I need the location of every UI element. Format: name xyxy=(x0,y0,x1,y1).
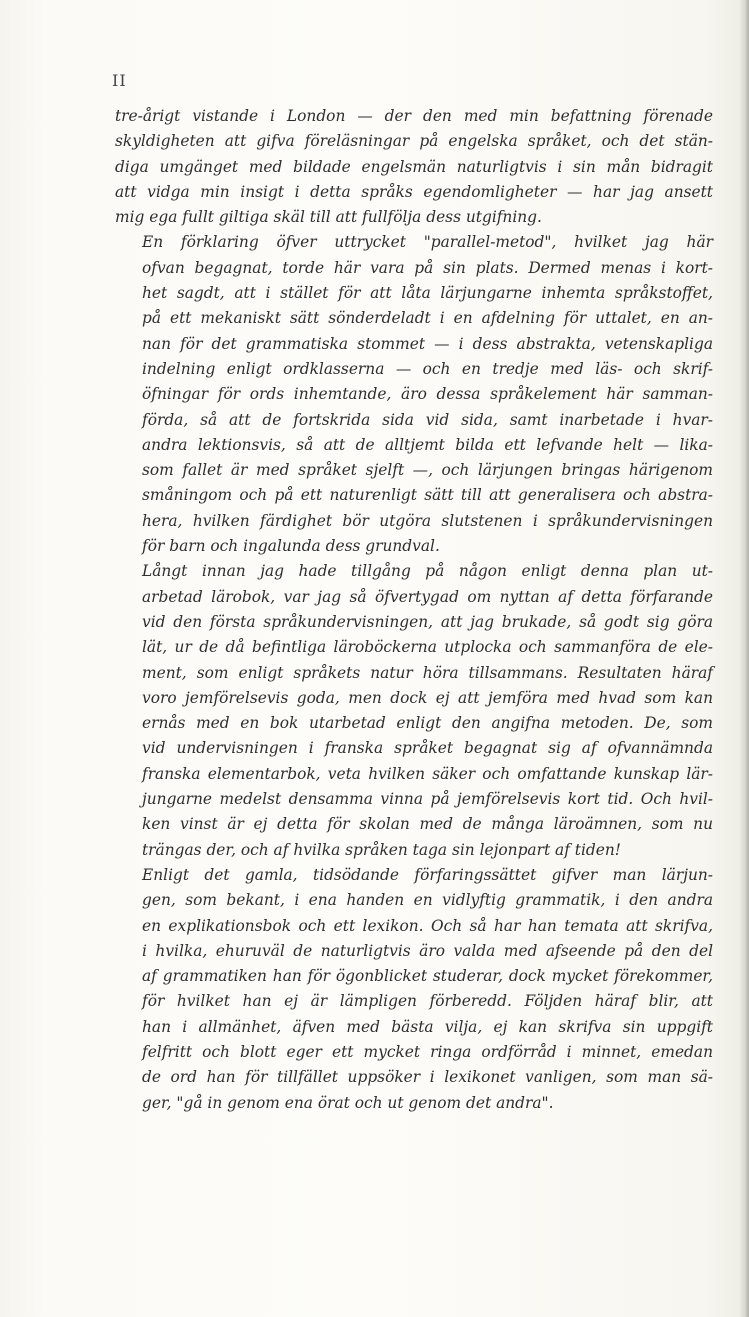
text-line: ken vinst är ej detta för skolan med de många läroämnen, som nu xyxy=(142,815,713,834)
text-line: han i allmänhet, äfven med bästa vilja, ej kan skrifva sin uppgift xyxy=(142,1017,713,1036)
text-line: för barn och ingalunda dess grundval. xyxy=(142,537,440,556)
text-line: mig ega fullt giltiga skäl till att fullfölja dess utgifning. xyxy=(115,208,542,227)
text-line: gen, som bekant, i ena handen en vidlyftig grammatik, i den andra xyxy=(142,891,713,910)
text-line: tre-årigt vistande i London — der den med min befattning förenade xyxy=(115,107,713,125)
text-line: indelning enligt ordklasserna — och en tredje med läs- och skrif- xyxy=(142,359,713,378)
text-line: Långt innan jag hade tillgång på någon enligt denna plan ut- xyxy=(142,562,713,581)
text-line: diga umgänget med bildade engelsmän naturligtvis i sin mån bidragit xyxy=(115,157,713,176)
text-line: de ord han för tillfället uppsöker i lexikonet vanligen, som man sä- xyxy=(142,1068,713,1087)
paragraph-p3 xyxy=(115,559,713,863)
paragraph-p4 xyxy=(115,863,713,1116)
paragraph-p2 xyxy=(115,230,713,559)
text-line: skyldigheten att gifva föreläsningar på engelska språket, och det stän- xyxy=(115,132,713,151)
text-line: som fallet är med språket sjelft —, och lärjungen bringas härigenom xyxy=(142,461,713,480)
body-text xyxy=(115,104,713,1116)
page-number: II xyxy=(112,71,127,90)
text-line: på ett mekaniskt sätt sönderdeladt i en afdelning för uttalet, en an- xyxy=(142,309,713,328)
text-line: nan för det grammatiska stommet — i dess abstrakta, vetenskapliga xyxy=(142,334,713,353)
text-line: lät, ur de då befintliga läroböckerna utplocka och sammanföra de ele- xyxy=(142,638,713,657)
text-line: förda, så att de fortskrida sida vid sida, samt inarbetade i hvar- xyxy=(142,410,713,429)
text-line: En förklaring öfver uttrycket "parallel-metod", hvilket jag här xyxy=(142,233,713,252)
text-line: franska elementarbok, veta hvilken säker och omfattande kunskap lär- xyxy=(142,764,713,783)
text-line: ofvan begagnat, torde här vara på sin plats. Dermed menas i kort- xyxy=(142,258,713,277)
text-line: för hvilket han ej är lämpligen förberedd. Följden häraf blir, att xyxy=(142,992,713,1011)
page-edge-shadow xyxy=(739,0,749,1317)
text-line: het sagdt, att i stället för att låta lärjungarne inhemta språkstoffet, xyxy=(142,284,713,303)
text-line: jungarne medelst densamma vinna på jemförelsevis kort tid. Och hvil- xyxy=(142,790,713,809)
text-line: att vidga min insigt i detta språks egendomligheter — har jag ansett xyxy=(115,182,713,201)
text-line: Enligt det gamla, tidsödande förfaringssättet gifver man lärjun- xyxy=(142,865,713,884)
text-line: trängas der, och af hvilka språken taga sin lejonpart af tiden! xyxy=(142,840,621,859)
paragraph-p1 xyxy=(115,104,713,230)
text-line: vid den första språkundervisningen, att jag brukade, så godt sig göra xyxy=(142,612,713,631)
text-line: andra lektionsvis, så att de alltjemt bilda ett lefvande helt — lika- xyxy=(142,435,713,454)
text-line: öfningar för ords inhemtande, äro dessa språkelement här samman- xyxy=(142,385,713,404)
text-line: en explikationsbok och ett lexikon. Och så har han temata att skrifva, xyxy=(142,916,713,935)
text-line: arbetad lärobok, var jag så öfvertygad om nyttan af detta förfarande xyxy=(142,587,713,606)
text-line: af grammatiken han för ögonblicket studerar, dock mycket förekommer, xyxy=(142,967,713,986)
text-line: vid undervisningen i franska språket begagnat sig af ofvannämnda xyxy=(142,739,713,758)
text-line: ger, "gå in genom ena örat och ut genom det andra". xyxy=(142,1093,554,1112)
text-line: i hvilka, ehuruväl de naturligtvis äro valda med afseende på den del xyxy=(142,941,713,960)
text-line: ment, som enligt språkets natur höra tillsammans. Resultaten häraf xyxy=(142,663,713,682)
text-line: ernås med en bok utarbetad enligt den angifna metoden. De, som xyxy=(142,714,713,733)
text-line: voro jemförelsevis goda, men dock ej att jemföra med hvad som kan xyxy=(142,688,713,707)
text-line: felfritt och blott eger ett mycket ringa ordförråd i minnet, emedan xyxy=(142,1042,713,1061)
text-line: hera, hvilken färdighet bör utgöra slutstenen i språkundervisningen xyxy=(142,511,713,530)
text-line: småningom och på ett naturenligt sätt till att generalisera och abstra- xyxy=(142,486,713,505)
